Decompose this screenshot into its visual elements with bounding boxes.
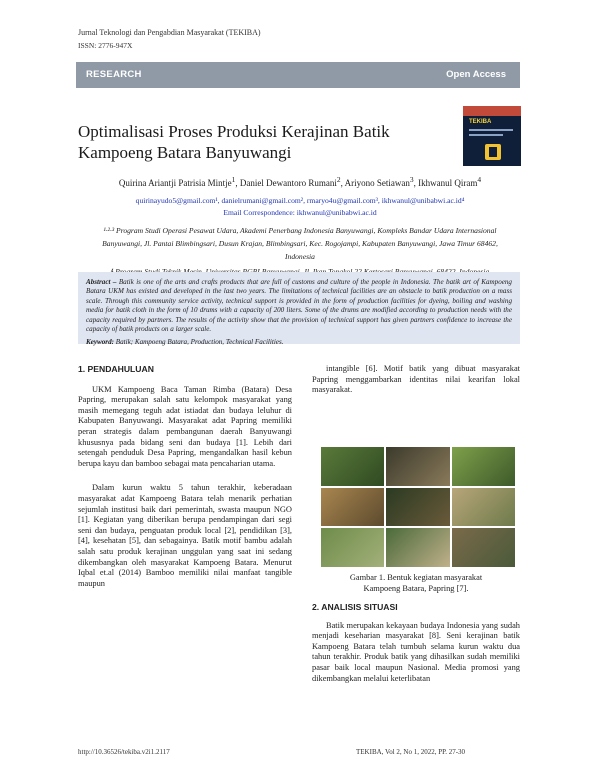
- title-line-2: Kampoeng Batara Banyuwangi: [78, 143, 292, 162]
- right-column-top: [312, 364, 520, 396]
- author-2: , Daniel Dewantoro Rumani: [235, 178, 337, 188]
- banner-research-label: RESEARCH: [86, 69, 142, 80]
- author-list: [78, 175, 522, 188]
- figure-1-photo-collage: [321, 447, 515, 567]
- journal-name: Jurnal Teknologi dan Pengabdian Masyarakat (TEKIBA): [78, 28, 261, 37]
- author-1: Quirina Ariantji Patrisia Mintje: [118, 178, 232, 188]
- author-3: , Ariyono Setiawan: [340, 178, 410, 188]
- left-column: [78, 364, 292, 589]
- tekiba-logo-icon: [485, 144, 501, 160]
- section-1-paragraph-1: UKM Kampoeng Baca Taman Rimba (Batara) Desa Papring, merupakan salah satu kelompok masyarakat yang masih memegang teguh adat istiadat dan budaya leluhur di Kabupaten Banyuwangi. Masyarakat adat Papring memiliki peran strategis dalam pembangunan daerah Banyuwangi khususnya pada bidang seni dan budaya [1]. Lebih dari setengah penduduk Desa Papring, mengandalkan hasil kebun berupa kayu dan bamboo sebagai mata pencaharian utama.: [78, 384, 292, 468]
- keyword-label: Keyword:: [86, 338, 114, 347]
- photo-forest: [321, 447, 384, 486]
- section-banner: [76, 62, 520, 88]
- paper-title: [78, 121, 448, 163]
- email-list[interactable]: quirinayudo5@gmail.com¹, danielrumani@gmail.com², rmaryo4u@gmail.com³, ikhwanul@unibabwi.ac.id⁴: [135, 196, 465, 205]
- photo-crafts: [321, 488, 384, 527]
- email-correspondence[interactable]: Email Correspondence: ikhwanul@unibabwi.ac.id: [223, 208, 377, 217]
- affiliation-1: ¹·²·³ Program Studi Operasi Pesawat Udara, Akademi Penerbang Indonesia Banyuwangi, Kompleks Bandar Udara Internasional Banyuwangi, Jl. Pantai Blimbingsari, Dusun Krajan, Blimbingsari, Kec. Rogojampi, Kabupaten Banyuwangi, Jawa Timur 68462, Indonesia: [102, 226, 498, 261]
- section-1-heading: 1. PENDAHULUAN: [78, 364, 154, 374]
- keyword-text: Batik; Kampoeng Batara, Production, Technical Facilities.: [113, 338, 284, 347]
- photo-dance: [386, 488, 449, 527]
- author-4: , Ikhwanul Qiram: [413, 178, 478, 188]
- section-1-paragraph-2: Dalam kurun waktu 5 tahun terakhir, keberadaan masyarakat adat Kampoeng Batara telah menarik perhatian sejumlah institusi baik dari pemerintah, swasta maupun NGO [1]. Kegiatan yang diberikan berupa pendampingan dari segi seni dan budaya, penguatan produk local [2], pendidikan [3], [4], kesehatan [5], dan sebagainya. Batik motif bambu adalah salah satu produk kerajinan unggulan yang saat ini sedang dikembangkan oleh masyarakat Kampoeng Batara. Menurut Iqbal et.al (2014) Bamboo memiliki nilai manfaat tangible maupun: [78, 483, 292, 588]
- caption-line-2: Kampoeng Batara, Papring [7].: [363, 584, 469, 593]
- section-2-paragraph-1: Batik merupakan kekayaan budaya Indonesia yang sudah menjadi keseharian masyarakat [8]. Seni kerajinan batik Kampoeng Batara telah tumbuh selama kurun waktu dua tahun terakhir. Produk batik yang dihasilkan sudah memiliki pasar baik local maupun Nasional. Media promosi yang dikembangkan melalui keterlibatan: [312, 620, 520, 683]
- figure-1-caption: [312, 572, 520, 594]
- right-column-paragraph: intangible [6]. Motif batik yang dibuat masyarakat Papring menggambarkan identitas nilai kearifan lokal masyarakat.: [312, 364, 520, 395]
- photo-gathering: [386, 447, 449, 486]
- banner-open-access-label: Open Access: [446, 69, 506, 80]
- right-column-bottom: [312, 602, 520, 684]
- author-emails: [78, 195, 522, 219]
- photo-children: [386, 528, 449, 567]
- abstract-label: Abstract –: [86, 278, 117, 286]
- author-2-sup: 2: [336, 175, 341, 184]
- photo-group: [452, 488, 515, 527]
- cover-title: TEKIBA: [469, 119, 492, 125]
- author-1-sup: 1: [231, 175, 236, 184]
- author-4-sup: 4: [477, 175, 482, 184]
- issn: ISSN: 2776-947X: [78, 41, 133, 50]
- footer-doi[interactable]: http://10.36526/tekiba.v2i1.2117: [78, 748, 170, 756]
- photo-village: [452, 528, 515, 567]
- abstract-text: Batik is one of the arts and crafts products that are full of customs and culture of the people in Indonesia. The batik art of Kampoeng Batara UKM has existed and developed in the last two years. The limitations of technical facilities are an obstacle to batik production on a mass scale. Through this community service activity, technical support is provided in the form of production facilities for dyeing, boiling and washing media for batik cloth in the form of 10 drums with a capacity of 200 liters. Some of the drums are modified according to production needs with the capacity required by partners. The results of the activity show that the provision of technical support has given partners confidence to increase the capacity of batik products on a larger scale.: [86, 278, 512, 334]
- photo-outdoor: [452, 447, 515, 486]
- abstract-box: [78, 272, 520, 347]
- author-3-sup: 3: [409, 175, 414, 184]
- caption-line-1: Gambar 1. Bentuk kegiatan masyarakat: [349, 573, 483, 582]
- journal-cover-image: [463, 106, 521, 166]
- footer-citation: TEKIBA, Vol 2, No 1, 2022, PP. 27-30: [356, 748, 466, 756]
- title-line-1: Optimalisasi Proses Produksi Kerajinan Batik: [78, 122, 390, 141]
- section-2-heading: 2. ANALISIS SITUASI: [312, 602, 398, 612]
- photo-field: [321, 528, 384, 567]
